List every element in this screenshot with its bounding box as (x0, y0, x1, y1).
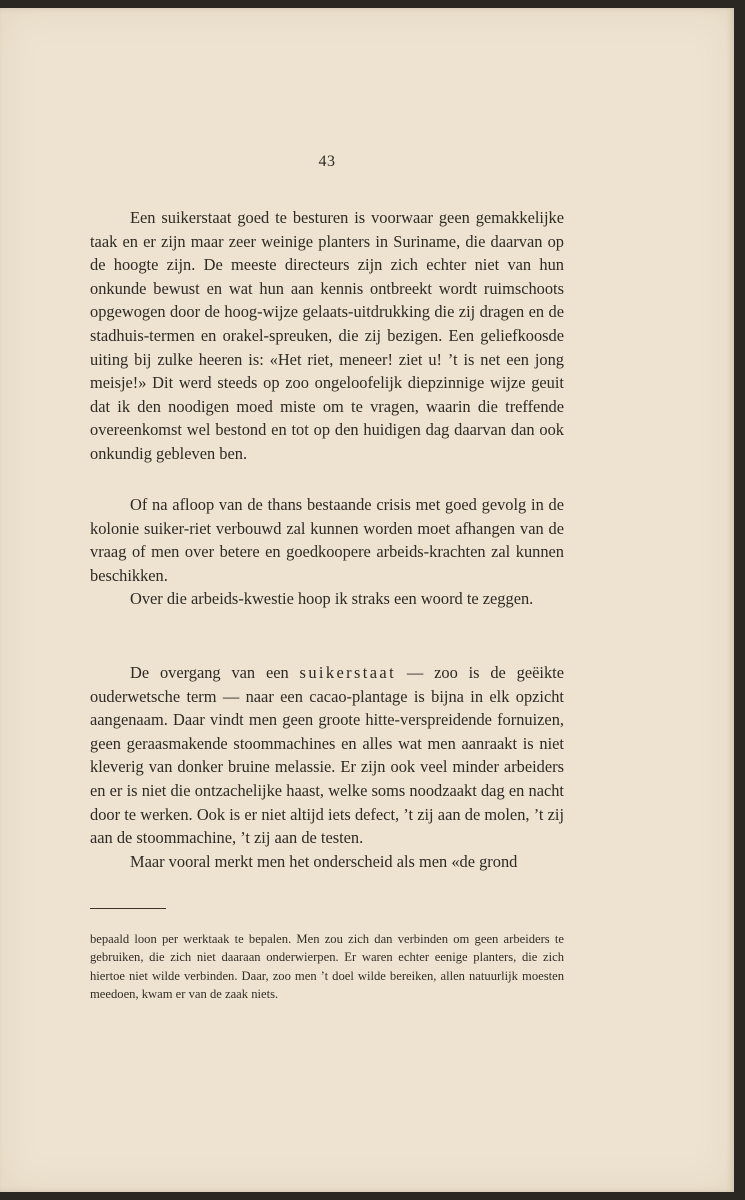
text-block-1 (90, 206, 564, 466)
text-block-2 (90, 493, 564, 611)
paragraph-cacao-start: De overgang van een (130, 663, 300, 682)
footnote (90, 930, 564, 1004)
paragraph-cacao-plantation (90, 661, 564, 850)
spaced-term: suikerstaat (299, 663, 397, 682)
paragraph-crisis: Of na afloop van de thans bestaande crisis met goed gevolg in de kolonie suiker-riet verbouwd zal kunnen worden moet afhangen van de vraag of men over betere en goedkoopere arbeids-krachten zal kunnen beschikken. (90, 495, 564, 585)
book-page (0, 8, 734, 1192)
paragraph-cacao-rest: — zoo is de geëikte ouderwetsche term — naar een cacao-plantage is bijna in elk opzicht aangenaam. Daar vindt men geen groote hitte-verspreidende fornuizen, geen geraasmakende stoommachines en alles wat men aanraakt is niet kleverig van donker bruine melassie. Er zijn ook veel minder arbeiders en er is niet die ontzachelijke haast, welke soms noodzaakt dag en nacht door te werken. Ook is er niet altijd iets defect, ’t zij aan de molen, ’t zij aan de stoommachine, ’t zij aan de testen. (90, 663, 564, 848)
page-number: 43 (318, 153, 336, 170)
footnote-rule (90, 908, 166, 909)
footnote-text: bepaald loon per werktaak te bepalen. Men zou zich dan verbinden om geen arbeiders te gebruiken, die zich niet daaraan onderwierpen. Er waren echter eenige planters, die zich hiertoe niet wilde verbinden. Daar, zoo men ’t doel wilde bereiken, allen natuurlijk moesten meedoen, kwam er van de zaak niets. (90, 932, 564, 1002)
paragraph-difference: Maar vooral merkt men het onderscheid als men «de grond (130, 851, 518, 871)
paragraph-sugar-estate: Een suikerstaat goed te besturen is voorwaar geen gemakkelijke taak en er zijn maar zeer weinige planters in Suriname, die daarvan op de hoogte zijn. De meeste directeurs zijn zich echter niet van hun onkunde bewust en wat hun aan kennis ontbreekt wordt ruimschoots opgewogen door de hoog-wijze gelaats-uitdrukking die zij dragen en de stadhuis-termen en orakel-spreuken, die zij bezigen. Een geliefkoosde uiting bij zulke heeren is: «Het riet, meneer! ziet u! ’t is net een jong meisje!» Dit werd steeds op zoo ongeloofelijk diepzinnige wijze geuit dat ik den noodigen moed miste om te vragen, waarin die treffende overeenkomst wel bestond en tot op den huidigen dag daarvan dan ook onkundig gebleven ben. (90, 208, 564, 463)
text-block-3 (90, 661, 564, 873)
paragraph-labour-question: Over die arbeids-kwestie hoop ik straks een woord te zeggen. (130, 589, 534, 609)
